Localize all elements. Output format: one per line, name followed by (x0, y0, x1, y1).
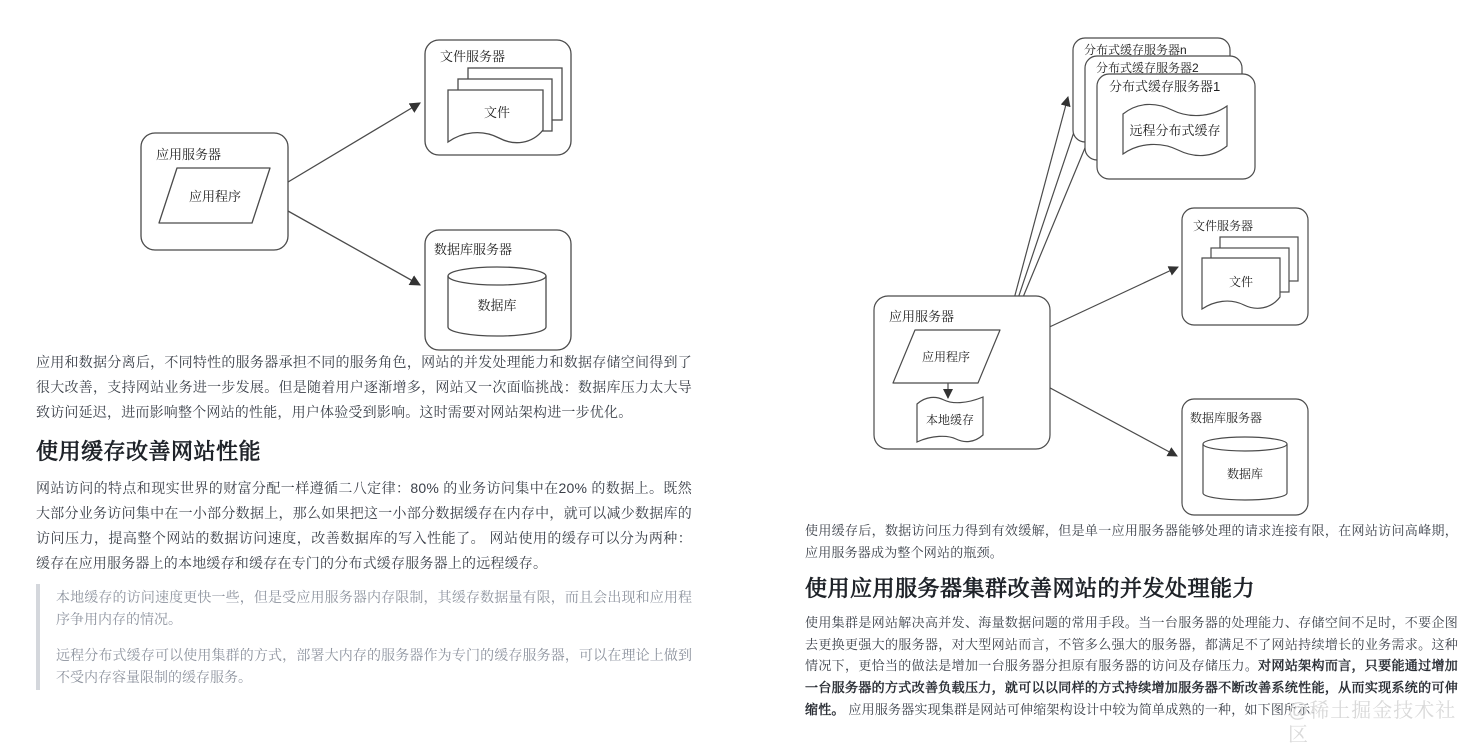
db-label: 数据库 (477, 298, 517, 313)
left-paragraph-1: 应用和数据分离后，不同特性的服务器承担不同的服务角色，网站的并发处理能力和数据存储空间得到了很大改善，支持网站业务进一步发展。但是随着用户逐渐增多，网站又一次面临挑战：数据库压力太大导致访问延迟，进而影响整个网站的性能，用户体验受到影响。这时需要对网站架构进一步优化。 (36, 354, 692, 420)
cache-note-blockquote (36, 584, 692, 690)
quote-paragraph-remote-cache: 远程分布式缓存可以使用集群的方式，部署大内存的服务器作为专门的缓存服务器，可以在理论上做到不受内存容量限制的缓存服务。 (56, 647, 692, 685)
local-cache-label: 本地缓存 (925, 413, 975, 427)
file-server-label: 文件服务器 (440, 49, 506, 64)
application-label: 应用程序 (188, 189, 242, 204)
file-server-label-2: 文件服务器 (1193, 219, 1254, 233)
right-paragraph-1: 使用缓存后，数据访问压力得到有效缓解，但是单一应用服务器能够处理的请求连接有限，在网站访问高峰期，应用服务器成为整个网站的瓶颈。 (805, 523, 1458, 560)
app-server-label-2: 应用服务器 (889, 309, 955, 324)
db-label-2: 数据库 (1226, 467, 1264, 481)
db-server-label: 数据库服务器 (434, 242, 513, 257)
application-label-2: 应用程序 (921, 350, 971, 364)
juejin-watermark: @稀土掘金技术社区 (1288, 700, 1457, 746)
cache-server-2-label: 分布式缓存服务器2 (1096, 61, 1199, 75)
app-server-label: 应用服务器 (156, 147, 222, 162)
left-column (36, 350, 692, 690)
quote-paragraph-local-cache: 本地缓存的访问速度更快一些，但是受应用服务器内存限制，其缓存数据量有限，而且会出现和应用程序争用内存的情况。 (56, 589, 692, 627)
file-label: 文件 (483, 105, 511, 120)
right-column (805, 520, 1458, 720)
left-paragraph-2: 网站访问的特点和现实世界的财富分配一样遵循二八定律：80% 的业务访问集中在20% 的数据上。既然大部分业务访问集中在一小部分数据上，那么如果把这一小部分数据缓存在内存中，就可以减少数据库的访问压力，提高整个网站的数据访问速度，改善数据库的写入性能了。 网站使用的缓存可以分为两种：缓存在应用服务器上的本地缓存和缓存在专门的分布式缓存服务器上的远程缓存。 (36, 480, 692, 571)
right-paragraph-2-emphasis: 对网站架构而言，只要能通过增加一台服务器的方式改善负载压力，就可以以同样的方式持续增加服务器不断改善系统性能，从而实现系统的可伸缩性。 (805, 658, 1458, 717)
heading-app-server-cluster: 使用应用服务器集群改善网站的并发处理能力 (805, 576, 1256, 602)
heading-cache-performance: 使用缓存改善网站性能 (36, 439, 262, 464)
db-server-label-2: 数据库服务器 (1190, 411, 1263, 425)
cache-server-n-label: 分布式缓存服务器n (1084, 43, 1187, 57)
right-paragraph-2-tail: 应用服务器实现集群是网站可伸缩架构设计中较为简单成熟的一种，如下图所示： (844, 701, 1324, 717)
right-paragraph-2-lead: 使用集群是网站解决高并发、海量数据问题的常用手段。当一台服务器的处理能力、存储空间不足时，不要企图去更换更强大的服务器，对大型网站而言，不管多么强大的服务器，都满足不了网站持续增长的业务需求。这种情况下，更恰当的做法是增加一台服务器分担原有服务器的访问及存储压力。 (805, 615, 1458, 674)
cache-server-1-label: 分布式缓存服务器1 (1109, 79, 1221, 94)
file-label-2: 文件 (1228, 275, 1254, 289)
remote-cache-label: 远程分布式缓存 (1129, 123, 1221, 138)
